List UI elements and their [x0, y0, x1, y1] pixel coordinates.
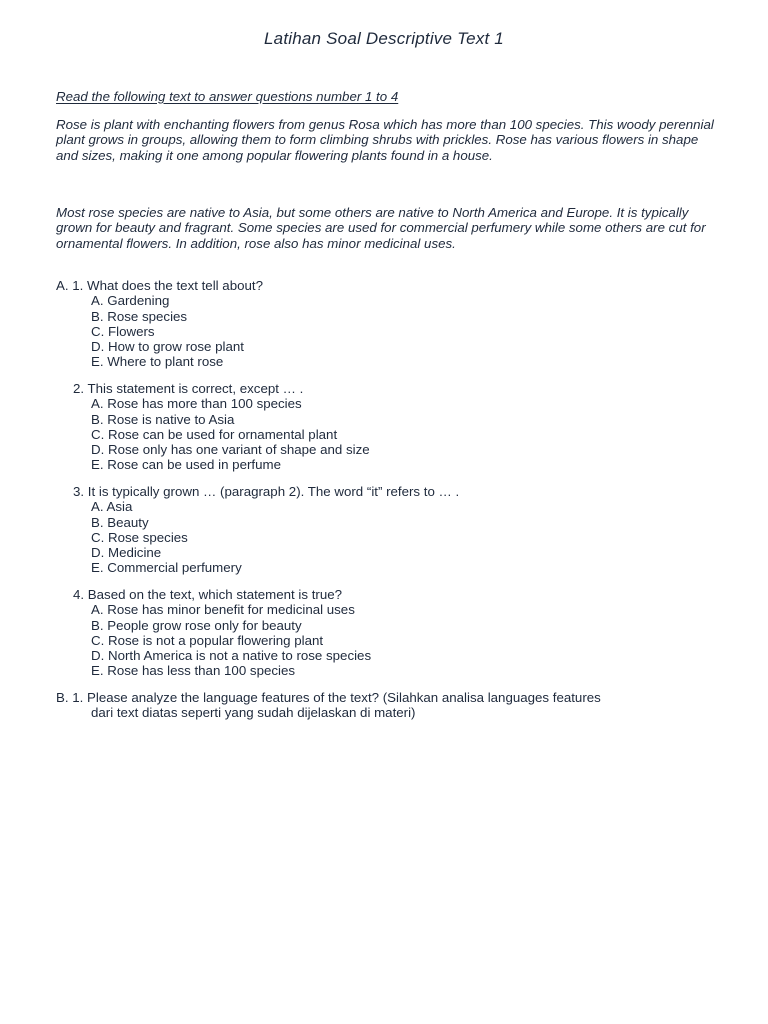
question-4-option-e: E. Rose has less than 100 species — [91, 663, 296, 679]
section-b-question-1 — [56, 690, 726, 721]
question-2-text: 2. This statement is correct, except … . — [73, 381, 304, 396]
question-3-option-a: A. Asia — [91, 499, 133, 515]
question-1 — [56, 278, 726, 370]
question-1-option-b: B. Rose species — [91, 308, 188, 324]
section-b-question-text: B. 1. Please analyze the language features of the text? (Silahkan analisa languages features — [56, 690, 601, 705]
question-3-option-b: B. Beauty — [91, 514, 149, 530]
document-title: Latihan Soal Descriptive Text 1 — [264, 29, 504, 48]
question-3-option-d: D. Medicine — [91, 545, 162, 561]
question-4-option-b: B. People grow rose only for beauty — [91, 617, 302, 633]
question-4-text: 4. Based on the text, which statement is true? — [73, 587, 343, 602]
question-4-option-c: C. Rose is not a popular flowering plant — [91, 632, 324, 648]
question-2 — [56, 381, 726, 473]
question-4 — [56, 587, 726, 679]
reading-instruction: Read the following text to answer questions number 1 to 4 — [56, 89, 399, 104]
question-4-option-a: A. Rose has minor benefit for medicinal uses — [91, 602, 355, 618]
question-3 — [56, 484, 726, 576]
question-1-option-a: A. Gardening — [91, 293, 170, 309]
question-3-option-e: E. Commercial perfumery — [91, 560, 242, 576]
question-2-option-a: A. Rose has more than 100 species — [91, 396, 302, 412]
question-2-option-b: B. Rose is native to Asia — [91, 411, 235, 427]
paragraph-2: Most rose species are native to Asia, but some others are native to North America and Europe. It is typically grown for beauty and fragrant. Some species are used for commercial perfumery while some others are cut for ornamental flowers. In addition, rose also has minor medicinal uses. — [56, 205, 706, 251]
question-3-option-c: C. Rose species — [91, 529, 188, 545]
question-1-option-c: C. Flowers — [91, 323, 155, 339]
question-1-option-e: E. Where to plant rose — [91, 354, 224, 370]
section-b-question-continuation: dari text diatas seperti yang sudah dijelaskan di materi) — [91, 705, 416, 721]
question-3-text: 3. It is typically grown … (paragraph 2). The word “it” refers to … . — [73, 484, 460, 499]
question-1-option-d: D. How to grow rose plant — [91, 339, 244, 355]
paragraph-1: Rose is plant with enchanting flowers from genus Rosa which has more than 100 species. This woody perennial plant grows in groups, allowing them to form climbing shrubs with prickles. Rose has various flowers in shape and sizes, making it one among popular flowering plants found in a house. — [56, 117, 714, 163]
question-4-option-d: D. North America is not a native to rose species — [91, 648, 372, 664]
question-2-option-e: E. Rose can be used in perfume — [91, 457, 281, 473]
question-1-text: A. 1. What does the text tell about? — [56, 278, 263, 293]
question-2-option-d: D. Rose only has one variant of shape and size — [91, 442, 370, 458]
question-2-option-c: C. Rose can be used for ornamental plant — [91, 426, 338, 442]
